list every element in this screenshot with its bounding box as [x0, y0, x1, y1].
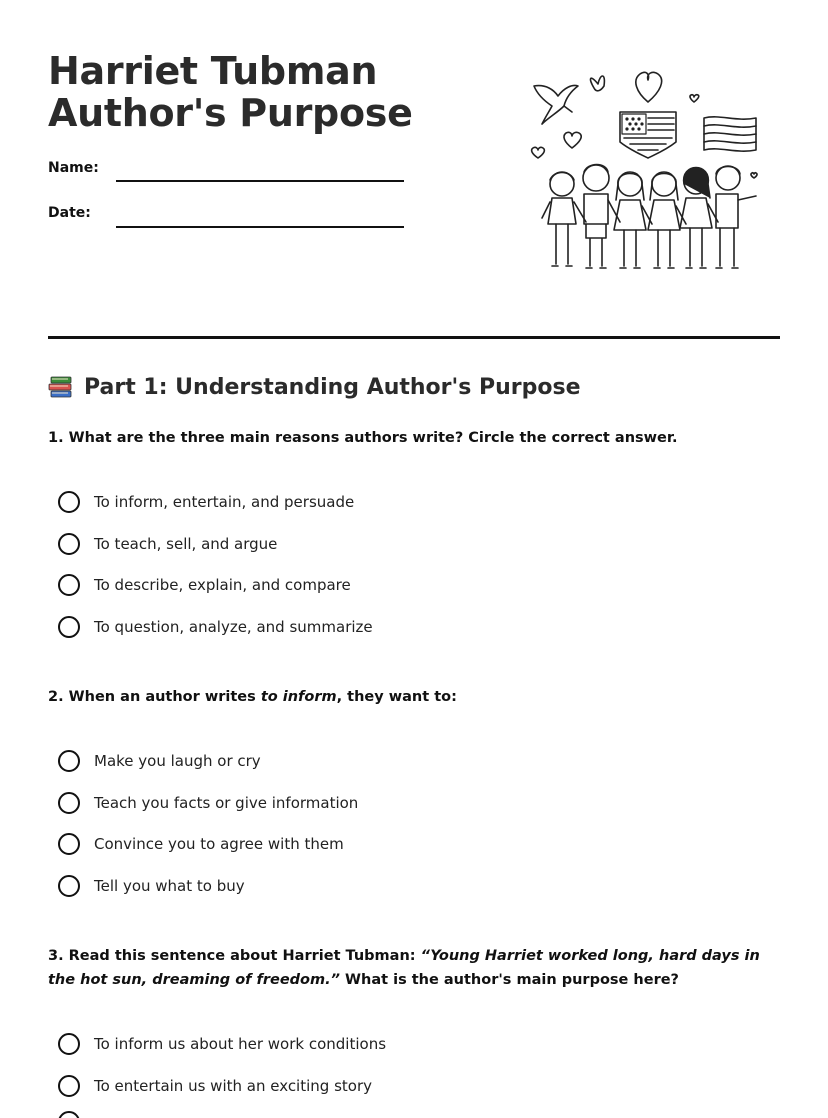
question-2-emphasis: to inform [260, 689, 337, 705]
name-label: Name: [48, 160, 99, 176]
name-field[interactable] [116, 180, 404, 182]
answer-circle[interactable] [58, 750, 80, 772]
q1-option-4[interactable] [58, 616, 373, 638]
answer-circle[interactable] [58, 1075, 80, 1097]
answer-circle[interactable] [58, 1033, 80, 1055]
option-label: To inform us about her work conditions [94, 1035, 387, 1053]
q3-option-1[interactable] [58, 1033, 386, 1055]
question-3-quote: “Young Harriet worked long, hard days in the hot sun, dreaming of freedom.” [48, 948, 760, 988]
question-3 [48, 944, 783, 992]
date-field[interactable] [116, 226, 404, 228]
part-1-heading [48, 374, 581, 400]
answer-circle[interactable] [58, 792, 80, 814]
question-2 [48, 685, 783, 709]
date-label: Date: [48, 205, 91, 221]
option-label: To entertain us with an exciting story [94, 1077, 372, 1095]
answer-circle[interactable] [58, 491, 80, 513]
q2-option-1[interactable] [58, 750, 261, 772]
q1-option-1[interactable] [58, 491, 354, 513]
children-with-flag-and-hearts-illustration [524, 66, 764, 278]
section-divider [48, 336, 780, 339]
part-1-title: Part 1: Understanding Author's Purpose [84, 374, 581, 400]
option-label: To teach, sell, and argue [94, 535, 278, 553]
q1-option-3[interactable] [58, 574, 351, 596]
books-icon [48, 374, 74, 400]
option-label: Teach you facts or give information [94, 794, 359, 812]
q2-option-3[interactable] [58, 833, 344, 855]
q2-option-2[interactable] [58, 792, 358, 814]
page-title [48, 50, 413, 134]
answer-circle[interactable] [58, 833, 80, 855]
title-line-1: Harriet Tubman [48, 49, 378, 93]
title-line-2: Author's Purpose [48, 91, 413, 135]
answer-circle[interactable] [58, 1111, 80, 1118]
q2-option-4[interactable] [58, 875, 245, 897]
answer-circle[interactable] [58, 533, 80, 555]
option-label: Tell you what to buy [94, 877, 245, 895]
answer-circle[interactable] [58, 616, 80, 638]
q1-option-2[interactable] [58, 533, 277, 555]
question-1: 1. What are the three main reasons authors write? Circle the correct answer. [48, 430, 678, 446]
question-2-suffix: , they want to: [336, 689, 457, 705]
q3-option-2[interactable] [58, 1075, 372, 1097]
option-label: To describe, explain, and compare [94, 576, 351, 594]
option-label: To question, analyze, and summarize [94, 618, 373, 636]
answer-circle[interactable] [58, 574, 80, 596]
option-label: To inform, entertain, and persuade [94, 493, 355, 511]
question-2-prefix: 2. When an author writes [48, 689, 261, 705]
answer-circle[interactable] [58, 875, 80, 897]
q3-option-3-partial[interactable] [58, 1111, 80, 1118]
question-3-suffix: What is the author's main purpose here? [339, 972, 679, 988]
question-3-prefix: 3. Read this sentence about Harriet Tubman: [48, 948, 421, 964]
option-label: Make you laugh or cry [94, 752, 261, 770]
option-label: Convince you to agree with them [94, 835, 344, 853]
